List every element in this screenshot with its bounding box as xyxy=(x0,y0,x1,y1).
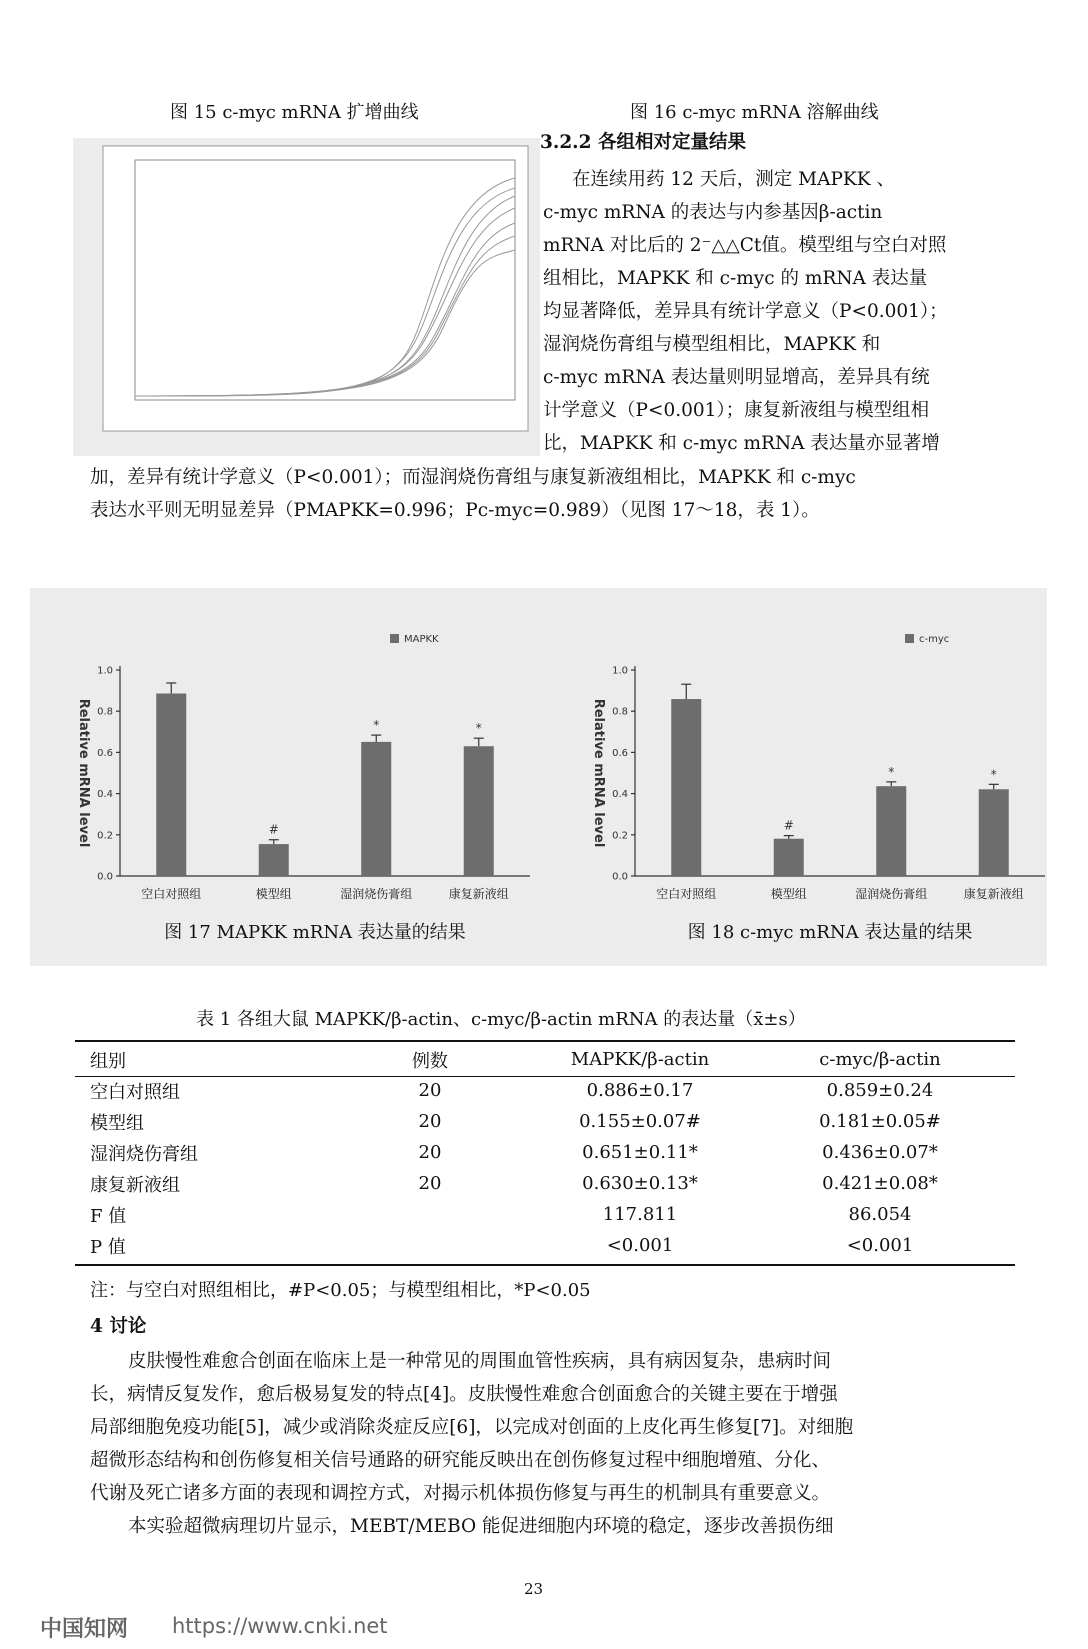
paragraph-line: 湿润烧伤膏组与模型组相比，MAPKK 和 xyxy=(543,334,881,355)
x-tick-label: 康复新液组 xyxy=(963,887,1024,901)
paragraph-line: 超微形态结构和创伤修复相关信号通路的研究能反映出在创伤修复过程中细胞增殖、分化、 xyxy=(90,1450,831,1471)
paragraph-line: 本实验超微病理切片显示，MEBT/MEBO 能促进细胞内环境的稳定，逐步改善损伤细 xyxy=(128,1516,834,1537)
paragraph-line: 加，差异有统计学意义（P<0.001）；而湿润烧伤膏组与康复新液组相比，MAPKK 和 c-myc xyxy=(90,467,856,488)
x-tick-label: 湿润烧伤膏组 xyxy=(855,887,928,901)
bar-chart-panel xyxy=(30,588,1047,966)
paragraph-line: 均显著降低，差异具有统计学意义（P<0.001）； xyxy=(543,301,948,322)
table-cell: 20 xyxy=(418,1142,442,1163)
paragraph-line: 长，病情反复发作，愈后极易复发的特点[4]。皮肤慢性难愈合创面愈合的关键主要在于增强 xyxy=(90,1384,838,1405)
table-cell xyxy=(340,1199,520,1230)
amplification-curve-plot xyxy=(73,138,540,456)
paragraph-line: 计学意义（P<0.001）；康复新液组与模型组相 xyxy=(543,400,930,421)
fig16-caption: 图 16 c-myc mRNA 溶解曲线 xyxy=(630,102,879,123)
y-tick-label: 0.0 xyxy=(97,871,113,883)
table-bottom-rule xyxy=(75,1264,1015,1266)
table-cell: 0.630±0.13* xyxy=(582,1173,698,1194)
table-row xyxy=(90,1075,1000,1106)
y-axis-label: Relative mRNA level xyxy=(76,698,91,848)
table-cell: 湿润烧伤膏组 xyxy=(90,1143,198,1165)
fig15-caption: 图 15 c-myc mRNA 扩增曲线 xyxy=(170,102,419,123)
x-tick-label: 模型组 xyxy=(255,887,292,901)
bar xyxy=(259,844,289,876)
table-cell: 0.651±0.11* xyxy=(582,1142,698,1163)
cnki-brand: 中国知网 xyxy=(40,1617,129,1642)
y-tick-label: 0.8 xyxy=(97,706,113,718)
paragraph-line: 表达水平则无明显差异（PMAPKK=0.996；Pc-myc=0.989）（见图 17～18，表 1）。 xyxy=(90,500,820,521)
significance-mark: * xyxy=(990,767,997,782)
legend-label: MAPKK xyxy=(404,634,439,645)
table-cell: 0.886±0.17 xyxy=(586,1080,694,1101)
significance-mark: * xyxy=(888,764,895,779)
table-header-row xyxy=(90,1044,1000,1075)
y-tick-label: 1.0 xyxy=(612,665,628,677)
y-tick-label: 0.4 xyxy=(612,789,628,801)
bar xyxy=(876,786,906,876)
table-cell: <0.001 xyxy=(606,1235,674,1256)
paragraph-line: 局部细胞免疫功能[5]，减少或消除炎症反应[6]，以完成对创面的上皮化再生修复[7]。对细胞 xyxy=(90,1417,854,1438)
table-cell: 康复新液组 xyxy=(90,1174,180,1196)
y-tick-label: 0.6 xyxy=(97,747,113,759)
figure-caption: 图 17 MAPKK mRNA 表达量的结果 xyxy=(164,922,466,943)
table-row xyxy=(90,1168,1000,1199)
table-cell: 117.811 xyxy=(602,1204,678,1225)
table-cell: F 值 xyxy=(90,1205,127,1227)
figure-caption: 图 18 c-myc mRNA 表达量的结果 xyxy=(687,922,973,943)
paragraph-line: c-myc mRNA 表达量则明显增高，差异具有统 xyxy=(543,367,930,388)
bar xyxy=(979,789,1009,876)
x-tick-label: 湿润烧伤膏组 xyxy=(340,887,413,901)
table-cell: 0.181±0.05# xyxy=(819,1111,941,1132)
amplification-curve-figure xyxy=(73,138,540,456)
x-tick-label: 模型组 xyxy=(770,887,807,901)
section-heading: 3.2.2 各组相对定量结果 xyxy=(540,132,746,153)
y-tick-label: 0.6 xyxy=(612,747,628,759)
table-title: 表 1 各组大鼠 MAPKK/β-actin、c-myc/β-actin mRNA 的表达量（x̄±s） xyxy=(196,1009,806,1030)
significance-mark: * xyxy=(475,721,482,736)
table-cell: 20 xyxy=(418,1173,442,1194)
legend-swatch xyxy=(390,634,399,643)
significance-mark: * xyxy=(373,718,380,733)
y-tick-label: 0.2 xyxy=(612,830,628,842)
paragraph-line: 皮肤慢性难愈合创面在临床上是一种常见的周围血管性疾病，具有病因复杂，患病时间 xyxy=(128,1351,832,1372)
legend-label: c-myc xyxy=(919,634,950,645)
paragraph-line: 代谢及死亡诸多方面的表现和调控方式，对揭示机体损伤修复与再生的机制具有重要意义。 xyxy=(90,1483,831,1504)
page-number: 23 xyxy=(524,1580,544,1598)
y-axis-label: Relative mRNA level xyxy=(591,698,606,848)
y-tick-label: 1.0 xyxy=(97,665,113,677)
y-tick-label: 0.0 xyxy=(612,871,628,883)
table-row xyxy=(90,1230,1000,1261)
header-n: 例数 xyxy=(412,1050,448,1072)
table-row xyxy=(90,1137,1000,1168)
header-cmyc: c-myc/β-actin xyxy=(819,1049,941,1070)
significance-mark: # xyxy=(268,822,279,837)
table-mid-rule xyxy=(75,1076,1015,1077)
x-tick-label: 空白对照组 xyxy=(141,887,202,901)
bar xyxy=(361,742,391,876)
bar xyxy=(464,746,494,876)
legend-swatch xyxy=(905,634,914,643)
table-row xyxy=(90,1106,1000,1137)
table-cell: P 值 xyxy=(90,1236,126,1258)
bar xyxy=(774,839,804,876)
table-cell: 20 xyxy=(418,1111,442,1132)
paragraph-line: 在连续用药 12 天后，测定 MAPKK 、 xyxy=(572,169,895,190)
table-cell: 0.421±0.08* xyxy=(822,1173,938,1194)
x-tick-label: 空白对照组 xyxy=(656,887,717,901)
table-cell: 空白对照组 xyxy=(90,1081,180,1103)
paragraph-line: 比，MAPKK 和 c-myc mRNA 表达量亦显著增 xyxy=(543,433,940,454)
table-note: 注：与空白对照组相比，#P<0.05；与模型组相比，*P<0.05 xyxy=(90,1280,591,1301)
mapkk-bar-chart xyxy=(60,628,540,958)
cnki-url[interactable]: https://www.cnki.net xyxy=(172,1614,388,1638)
x-tick-label: 康复新液组 xyxy=(448,887,509,901)
paragraph-line: mRNA 对比后的 2⁻△△Ct值。模型组与空白对照 xyxy=(543,235,947,256)
cmyc-bar-chart xyxy=(575,628,1055,958)
discussion-heading: 4 讨论 xyxy=(90,1316,147,1337)
table-cell: 20 xyxy=(418,1080,442,1101)
table-top-rule xyxy=(75,1040,1015,1042)
header-mapkk: MAPKK/β-actin xyxy=(570,1049,710,1070)
table-cell: <0.001 xyxy=(846,1235,914,1256)
bar xyxy=(156,693,186,876)
table-cell: 0.859±0.24 xyxy=(826,1080,934,1101)
y-tick-label: 0.2 xyxy=(97,830,113,842)
y-tick-label: 0.8 xyxy=(612,706,628,718)
table-cell: 模型组 xyxy=(90,1112,144,1134)
table-cell: 0.436±0.07* xyxy=(822,1142,938,1163)
table-cell: 0.155±0.07# xyxy=(579,1111,701,1132)
table-row xyxy=(90,1199,1000,1230)
significance-mark: # xyxy=(783,818,794,833)
paragraph-line: c-myc mRNA 的表达与内参基因β-actin xyxy=(543,202,883,223)
table-cell xyxy=(340,1230,520,1261)
table-cell: 86.054 xyxy=(848,1204,912,1225)
paragraph-line: 组相比，MAPKK 和 c-myc 的 mRNA 表达量 xyxy=(543,268,928,289)
y-tick-label: 0.4 xyxy=(97,789,113,801)
header-group: 组别 xyxy=(90,1050,126,1072)
bar xyxy=(671,699,701,876)
